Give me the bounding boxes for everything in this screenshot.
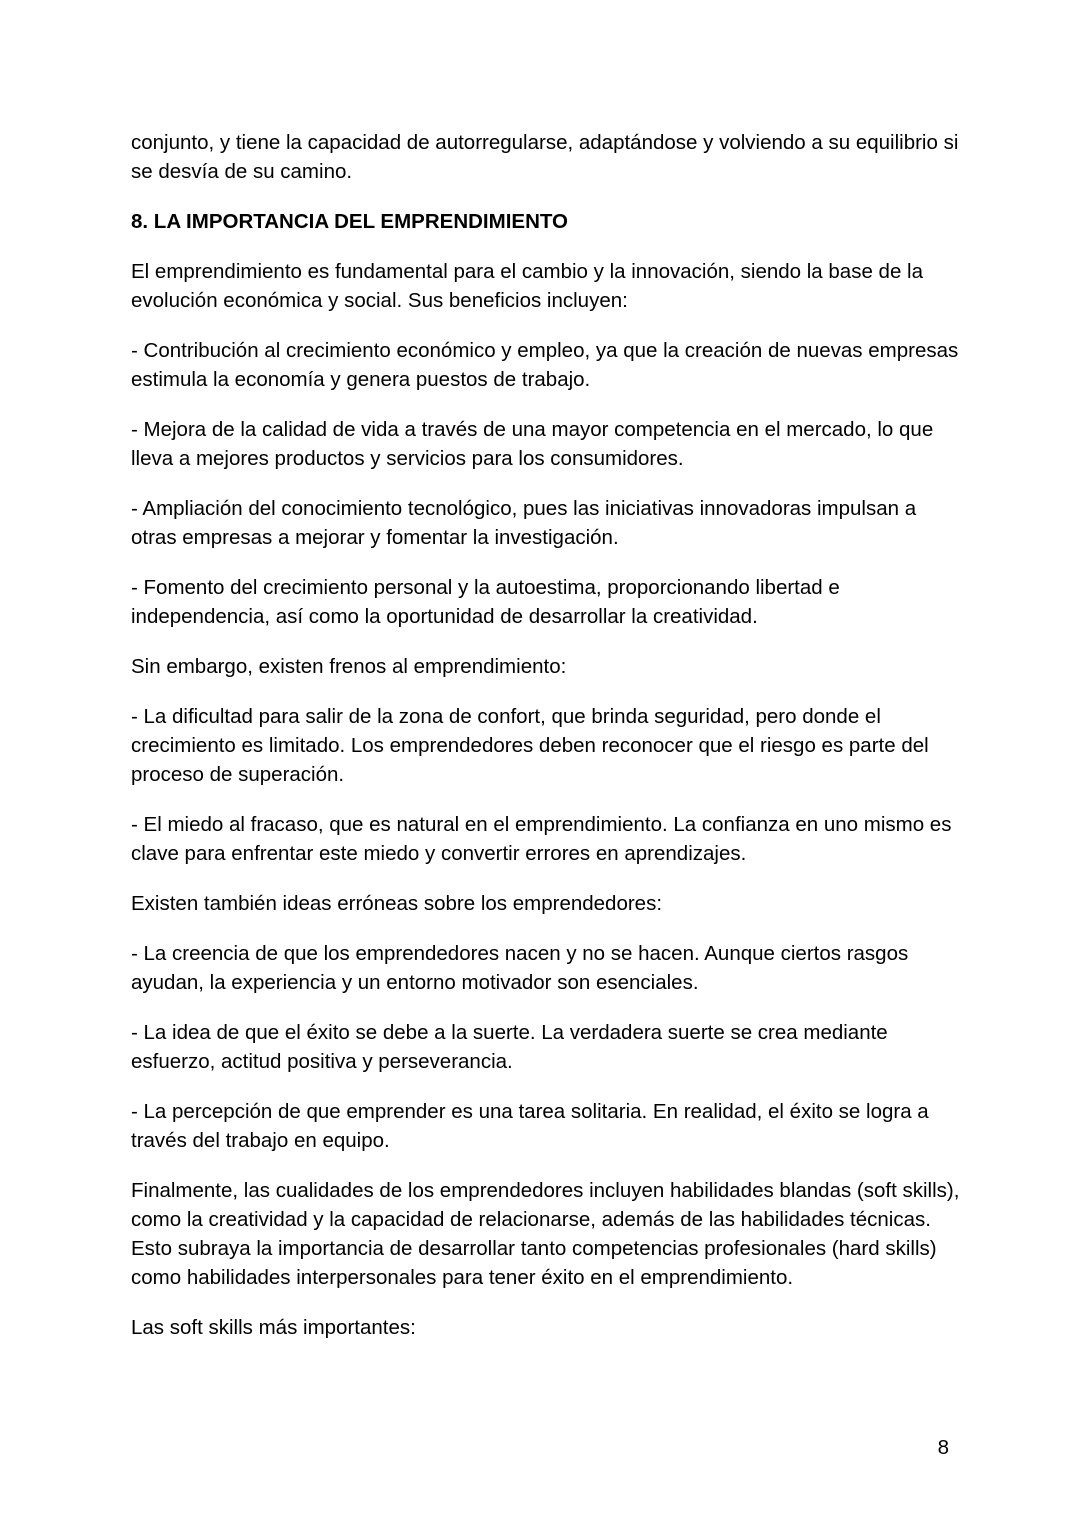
list-item-benefit: - Mejora de la calidad de vida a través de una mayor competencia en el mercado, lo que lleva a mejores productos y servicios para los consumidores. xyxy=(131,418,934,470)
list-item-benefit: - Ampliación del conocimiento tecnológico, pues las iniciativas innovadoras impulsan a otras empresas a mejorar y fomentar la investigación. xyxy=(131,497,917,549)
paragraph-soft-skills-intro: Las soft skills más importantes: xyxy=(131,1316,416,1339)
paragraph-benefits-intro: El emprendimiento es fundamental para el cambio y la innovación, siendo la base de la evolución económica y social. Sus beneficios incluyen: xyxy=(131,260,924,312)
list-item-misconception: - La idea de que el éxito se debe a la suerte. La verdadera suerte se crea mediante esfuerzo, actitud positiva y perseverancia. xyxy=(131,1021,888,1073)
list-item-obstacle: - La dificultad para salir de la zona de confort, que brinda seguridad, pero donde el crecimiento es limitado. Los emprendedores deben reconocer que el riesgo es parte del proceso de superación. xyxy=(131,705,929,786)
list-item-misconception: - La creencia de que los emprendedores nacen y no se hacen. Aunque ciertos rasgos ayudan, la experiencia y un entorno motivador son esenciales. xyxy=(131,942,909,994)
paragraph-intro-continuation: conjunto, y tiene la capacidad de autorregularse, adaptándose y volviendo a su equilibrio si se desvía de su camino. xyxy=(131,131,959,183)
section-heading: 8. LA IMPORTANCIA DEL EMPRENDIMIENTO xyxy=(131,210,568,233)
paragraph-obstacles-intro: Sin embargo, existen frenos al emprendimiento: xyxy=(131,655,567,678)
page-number: 8 xyxy=(937,1436,949,1459)
list-item-benefit: - Fomento del crecimiento personal y la autoestima, proporcionando libertad e independencia, así como la oportunidad de desarrollar la creatividad. xyxy=(131,576,840,628)
list-item-misconception: - La percepción de que emprender es una tarea solitaria. En realidad, el éxito se logra a través del trabajo en equipo. xyxy=(131,1100,929,1152)
paragraph-misconceptions-intro: Existen también ideas erróneas sobre los emprendedores: xyxy=(131,892,663,915)
list-item-benefit: - Contribución al crecimiento económico y empleo, ya que la creación de nuevas empresas estimula la economía y genera puestos de trabajo. xyxy=(131,339,959,391)
paragraph-qualities: Finalmente, las cualidades de los emprendedores incluyen habilidades blandas (soft skills), como la creatividad y la capacidad de relacionarse, además de las habilidades técnicas. Esto subraya la importancia de desarrollar tanto competencias profesionales (hard skills) como habilidades interpersonales para tener éxito en el emprendimiento. xyxy=(131,1179,960,1289)
list-item-obstacle: - El miedo al fracaso, que es natural en el emprendimiento. La confianza en uno mismo es clave para enfrentar este miedo y convertir errores en aprendizajes. xyxy=(131,813,952,865)
document-body xyxy=(131,128,961,1363)
